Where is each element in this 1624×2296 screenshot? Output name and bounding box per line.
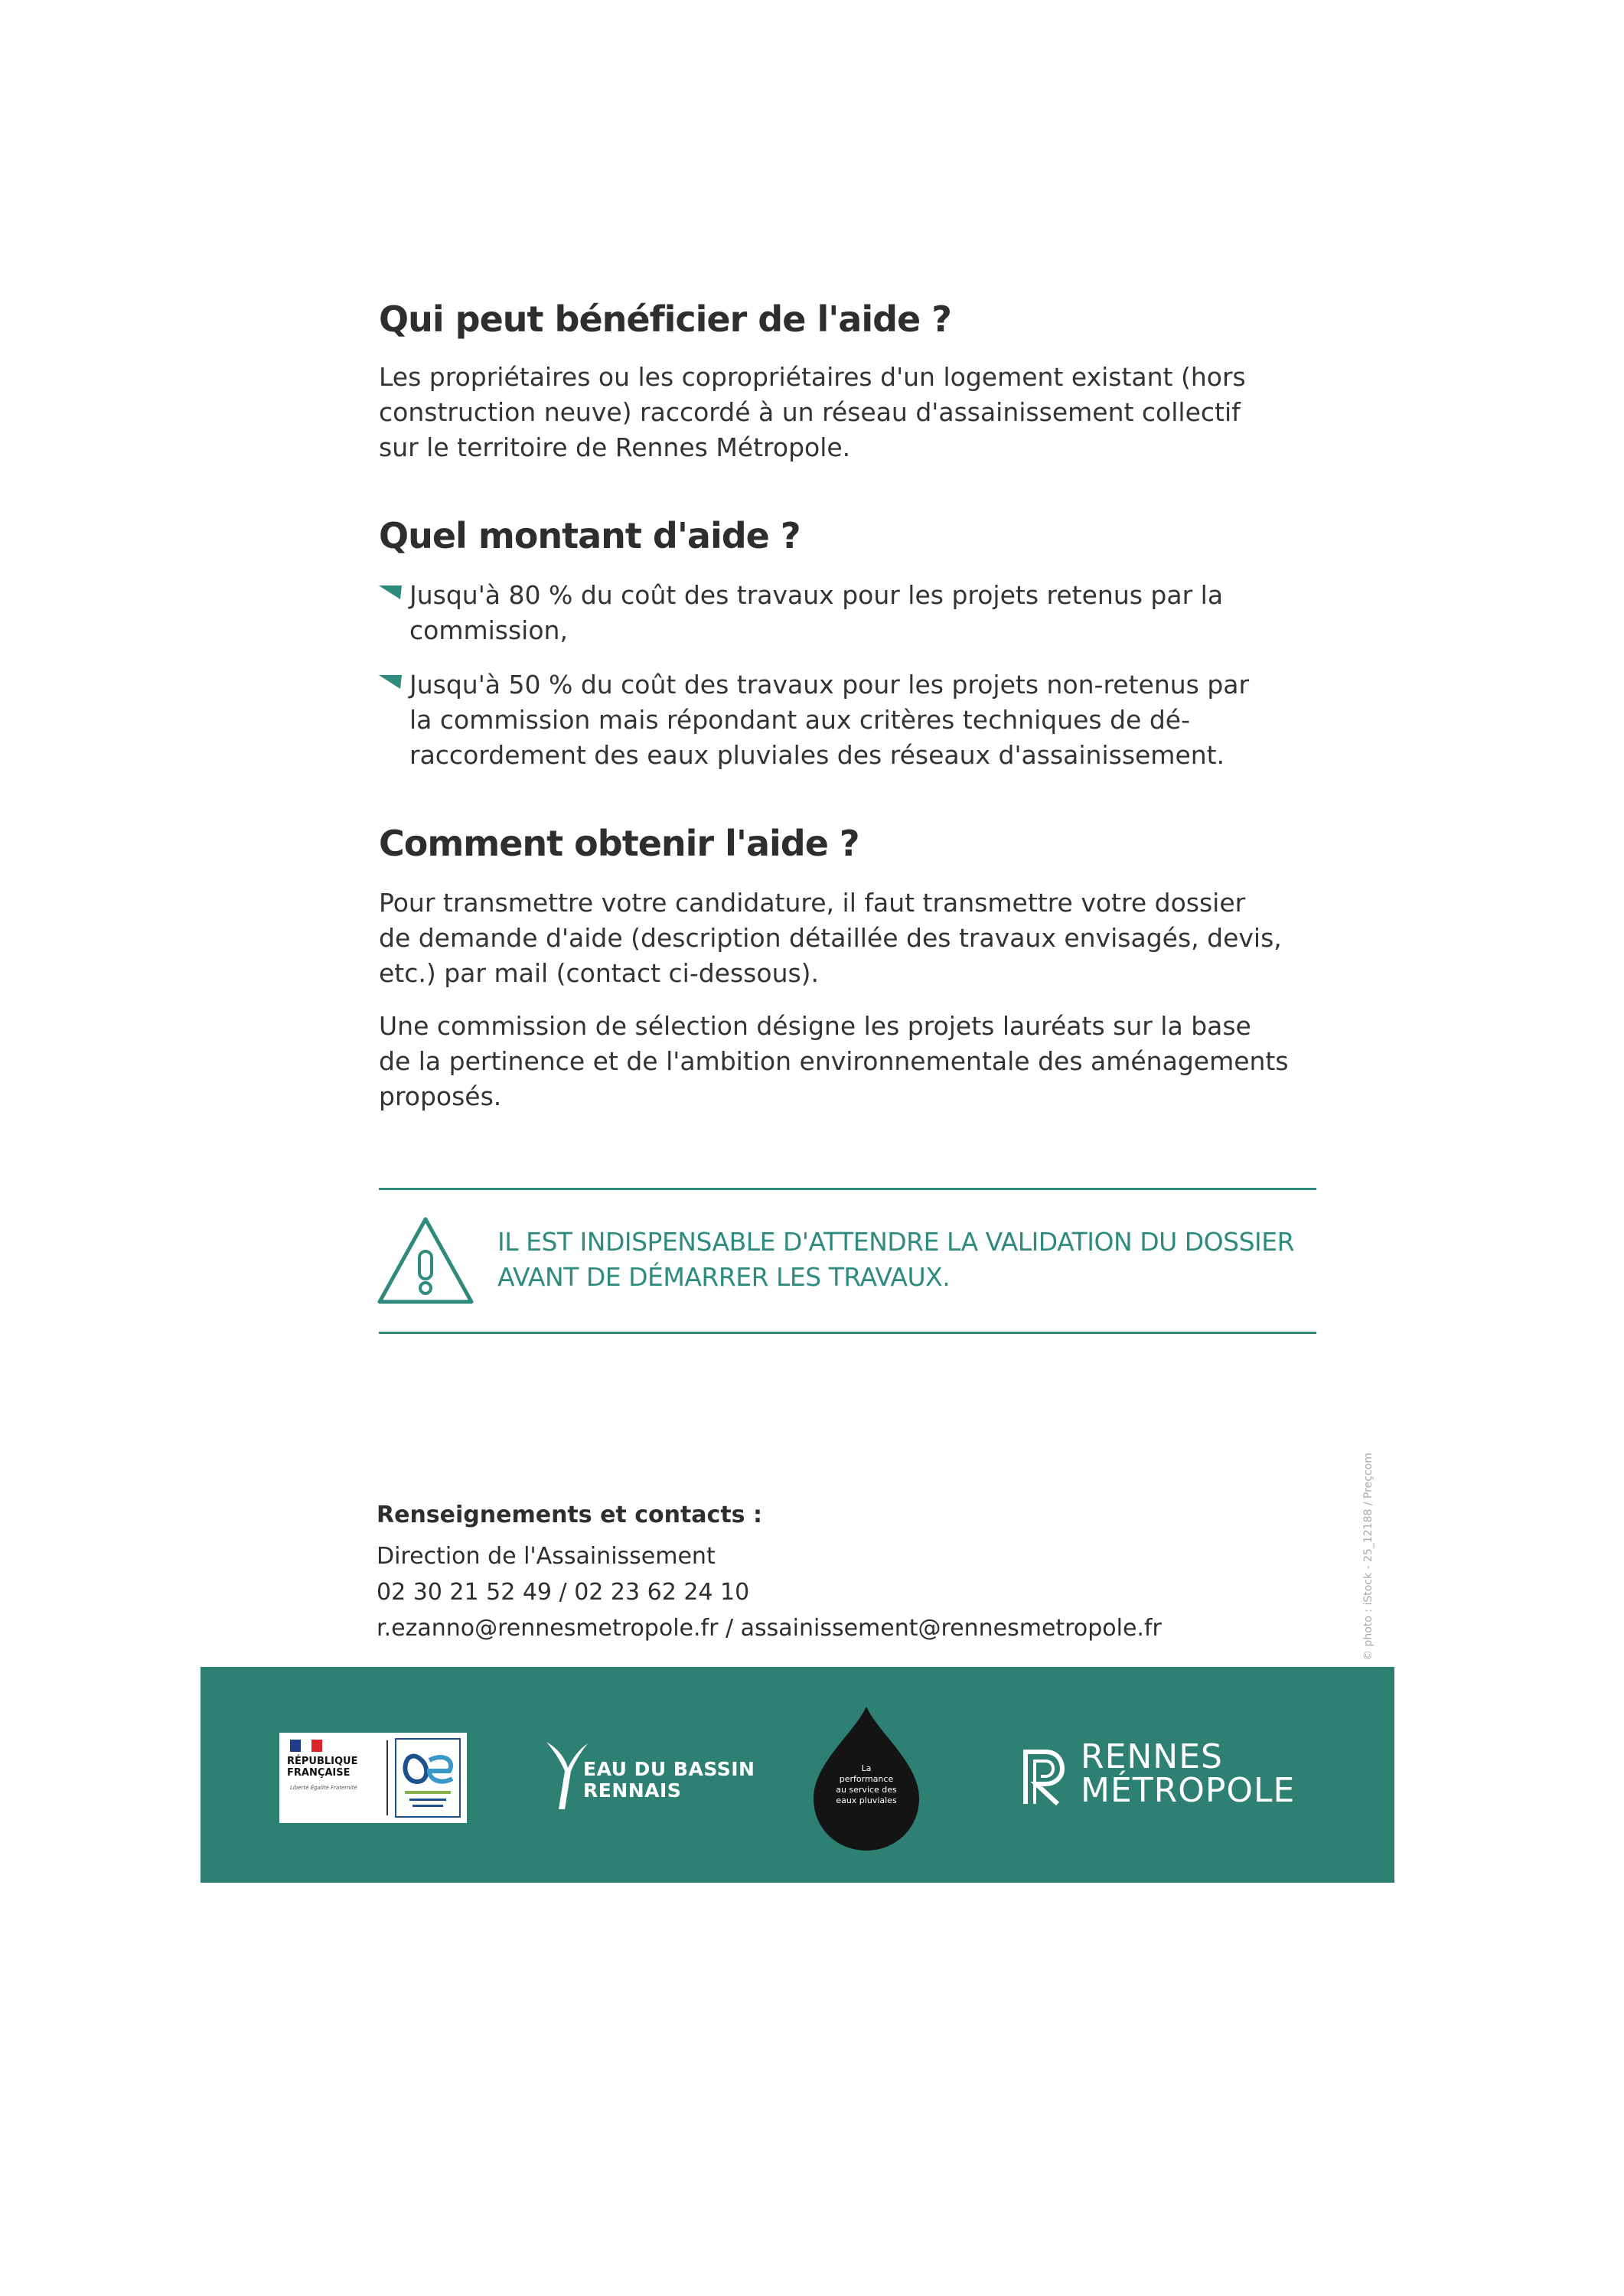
divider-bottom bbox=[379, 1332, 1316, 1334]
drop-line: au service des bbox=[836, 1785, 897, 1795]
warning-line: IL EST INDISPENSABLE D'ATTENDRE LA VALIDATION DU DOSSIER bbox=[497, 1227, 1295, 1257]
who-line: sur le territoire de Rennes Métropole. bbox=[379, 432, 851, 462]
contact-emails: r.ezanno@rennesmetropole.fr / assainissement@rennesmetropole.fr bbox=[377, 1615, 1162, 1642]
rm-line: MÉTROPOLE bbox=[1081, 1771, 1296, 1810]
contacts-title: Renseignements et contacts : bbox=[377, 1502, 762, 1528]
how-paragraph-2 bbox=[379, 1009, 1328, 1114]
rennes-metropole-name bbox=[1081, 1737, 1296, 1810]
how-line: de la pertinence et de l'ambition environnementale des aménagements bbox=[379, 1046, 1289, 1076]
warning-message bbox=[497, 1225, 1294, 1295]
republique-francaise-logo bbox=[279, 1733, 467, 1823]
eau-du-bassin-rennais-name bbox=[583, 1759, 755, 1802]
eau-line: RENNAIS bbox=[583, 1779, 682, 1802]
section-title-how: Comment obtenir l'aide ? bbox=[379, 823, 859, 864]
arrow-bullet-icon bbox=[379, 585, 402, 599]
section-title-who: Qui peut bénéficier de l'aide ? bbox=[379, 298, 951, 340]
how-line: Une commission de sélection désigne les projets lauréats sur la base bbox=[379, 1011, 1251, 1041]
footer-logo-band bbox=[201, 1667, 1394, 1883]
rennes-metropole-r-icon bbox=[1019, 1746, 1068, 1807]
bullet-line: Jusqu'à 80 % du coût des travaux pour les projets retenus par la bbox=[409, 580, 1224, 610]
how-line: etc.) par mail (contact ci-dessous). bbox=[379, 958, 820, 988]
photo-credit: © photo : iStock - 25_12188 / Preçcom bbox=[1362, 1453, 1375, 1661]
drop-line: La bbox=[861, 1763, 872, 1773]
warning-line: AVANT DE DÉMARRER LES TRAVAUX. bbox=[497, 1262, 951, 1292]
how-line: Pour transmettre votre candidature, il faut transmettre votre dossier bbox=[379, 888, 1246, 918]
who-line: Les propriétaires ou les copropriétaires d'un logement existant (hors bbox=[379, 362, 1246, 392]
how-line: proposés. bbox=[379, 1081, 502, 1111]
amount-bullet-1 bbox=[379, 578, 1328, 648]
rf-line: FRANÇAISE bbox=[287, 1767, 351, 1779]
rf-line: RÉPUBLIQUE bbox=[287, 1756, 358, 1767]
arrow-bullet-icon bbox=[379, 675, 402, 689]
drop-line: eaux pluviales bbox=[836, 1795, 897, 1805]
who-line: construction neuve) raccordé à un réseau d'assainissement collectif bbox=[379, 397, 1241, 427]
who-paragraph bbox=[379, 360, 1328, 465]
bullet-line: la commission mais répondant aux critères techniques de dé- bbox=[409, 705, 1190, 735]
rf-motto: Liberté Égalité Fraternité bbox=[290, 1785, 357, 1791]
how-paragraph-1 bbox=[379, 885, 1328, 991]
eau-du-bassin-rennais-logo-icon bbox=[543, 1737, 589, 1814]
warning-triangle-icon bbox=[375, 1213, 476, 1306]
section-title-amount: Quel montant d'aide ? bbox=[379, 515, 801, 556]
rm-line: RENNES bbox=[1081, 1737, 1223, 1776]
contact-phones: 02 30 21 52 49 / 02 23 62 24 10 bbox=[377, 1579, 750, 1606]
rf-name bbox=[287, 1756, 358, 1779]
bullet-line: Jusqu'à 50 % du coût des travaux pour les projets non-retenus par bbox=[409, 670, 1250, 700]
bullet-line: commission, bbox=[409, 615, 568, 645]
amount-bullet-2 bbox=[379, 667, 1328, 773]
drop-badge-text bbox=[817, 1763, 916, 1806]
contact-org: Direction de l'Assainissement bbox=[377, 1543, 716, 1570]
logo-separator bbox=[386, 1740, 388, 1815]
drop-line: performance bbox=[839, 1774, 894, 1784]
agence-de-l-eau-logo-icon bbox=[394, 1737, 461, 1818]
eau-line: EAU DU BASSIN bbox=[583, 1758, 755, 1780]
how-line: de demande d'aide (description détaillée des travaux envisagés, devis, bbox=[379, 923, 1282, 953]
french-flag-icon bbox=[290, 1740, 322, 1752]
bullet-line: raccordement des eaux pluviales des réseaux d'assainissement. bbox=[409, 740, 1225, 770]
divider-top bbox=[379, 1188, 1316, 1190]
